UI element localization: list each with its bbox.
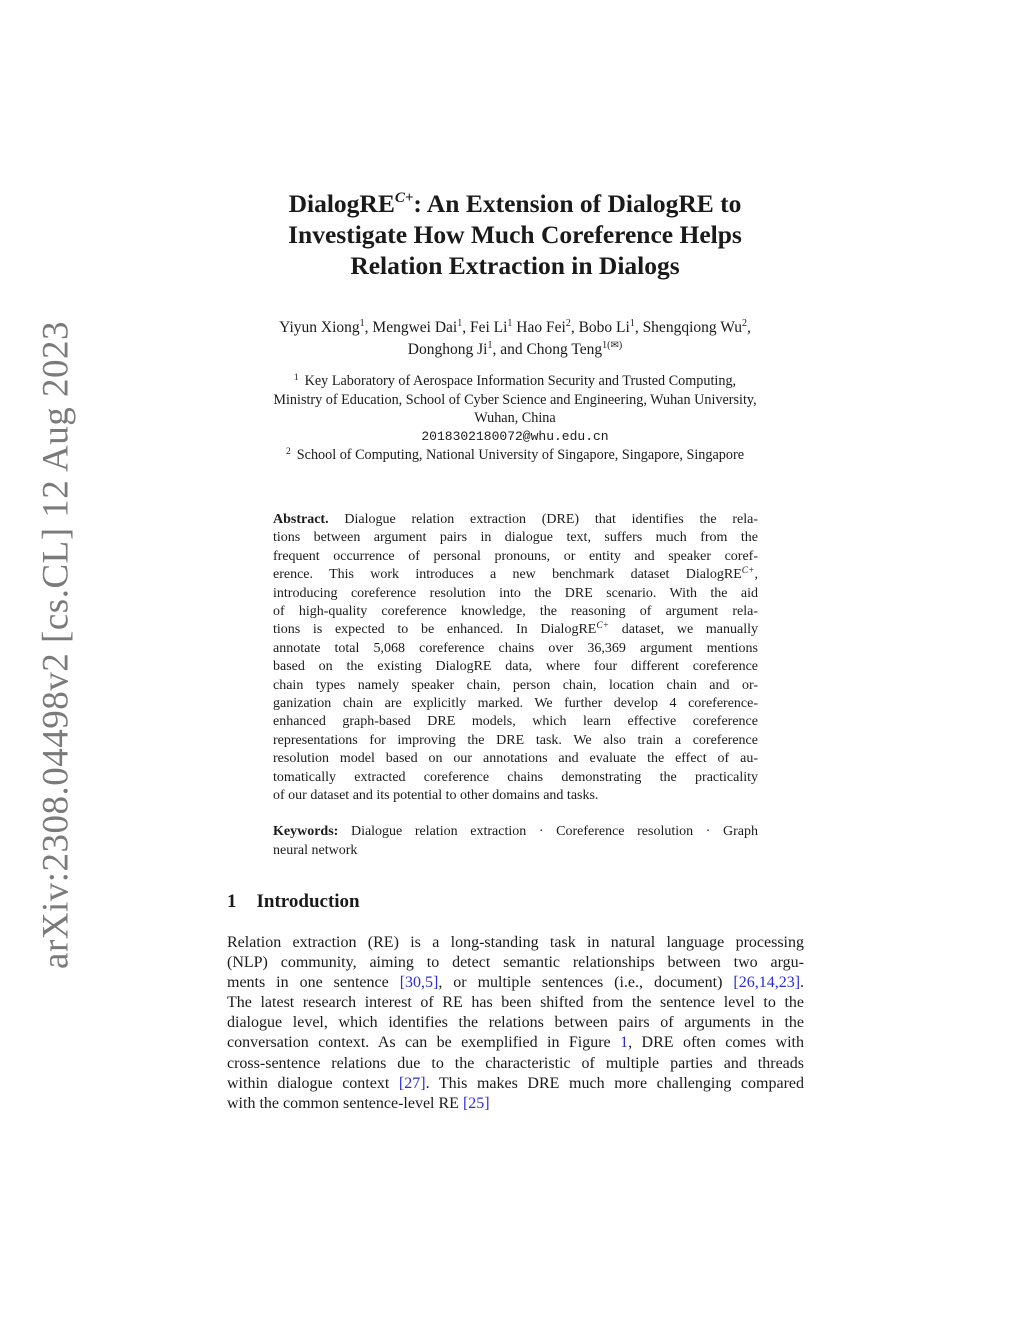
abstract-line: resolution model based on our annotations and evaluate the effect of au- <box>273 751 758 767</box>
abstract-line: representations for improving the DRE task. We also train a coreference <box>273 732 758 748</box>
abstract-label: Abstract. <box>273 512 329 527</box>
arxiv-identifier-stamp <box>26 321 86 969</box>
abstract-line: erence. This work introduces a new benchmark dataset DialogRE$^{C+}$, <box>273 566 758 583</box>
citation-link[interactable]: [25] <box>462 1094 490 1112</box>
abstract-line: tomatically extracted coreference chains demonstrating the practicality <box>273 769 758 785</box>
abstract-line: of high-quality coreference knowledge, the reasoning of argument rela- <box>273 604 758 620</box>
affiliation-line: Wuhan, China <box>474 410 556 427</box>
section-title: Introduction <box>256 891 360 912</box>
abstract-line: enhanced graph-based DRE models, which learn effective coreference <box>273 714 758 730</box>
citation-link[interactable]: [30,5] <box>399 974 439 992</box>
title-line-1: DialogRE$^{C+}$: An Extension of DialogRE to <box>288 189 742 218</box>
abstract-line: tions between argument pairs in dialogue text, suffers much from the <box>273 530 758 546</box>
affiliations <box>200 372 830 465</box>
abstract-line: frequent occurrence of personal pronouns, or entity and speaker coref- <box>273 548 758 564</box>
abstract-line: ganization chain are explicitly marked. We further develop 4 coreference- <box>273 696 758 712</box>
title-line-3: Relation Extraction in Dialogs <box>350 251 680 280</box>
affiliation-line: Ministry of Education, School of Cyber Science and Engineering, Wuhan University, <box>273 391 757 408</box>
citation-link[interactable]: [26,14,23] <box>733 974 801 992</box>
abstract <box>273 511 758 806</box>
author-line-2: Donghong Ji$^1$, and Chong Teng$^{1(✉)}$ <box>407 340 623 358</box>
abstract-line: annotate total 5,068 coreference chains over 36,369 argument mentions <box>273 640 758 656</box>
affiliation-line: $^2$ School of Computing, National University of Singapore, Singapore, Singapore <box>286 447 744 464</box>
abstract-line: of our dataset and its potential to other domains and tasks. <box>273 788 599 804</box>
author-email[interactable]: 2018302180072@whu.edu.cn <box>421 428 609 444</box>
body-line: ments in one sentence [30,5], or multiple sentences (i.e., document) [26,14,23]. <box>227 974 805 992</box>
body-line: with the common sentence-level RE [25] <box>227 1094 490 1112</box>
author-list <box>200 317 830 361</box>
paper-title <box>215 188 815 281</box>
title-line-2: Investigate How Much Coreference Helps <box>288 220 742 249</box>
body-line: (NLP) community, aiming to detect semantic relationships between two argu- <box>227 954 804 972</box>
body-line: conversation context. As can be exemplified in Figure 1, DRE often comes with <box>227 1034 804 1052</box>
body-line: The latest research interest of RE has been shifted from the sentence level to the <box>227 994 804 1012</box>
title-superscript: C+ <box>394 190 414 206</box>
figure-reference-link[interactable]: 1 <box>620 1034 629 1052</box>
abstract-line: based on the existing DialogRE data, where four different coreference <box>273 659 758 675</box>
arxiv-identifier-text: arXiv:2308.04498v2 [cs.CL] 12 Aug 2023 <box>35 321 77 969</box>
citation-link[interactable]: [27] <box>398 1074 426 1092</box>
keywords-line: neural network <box>273 843 358 858</box>
introduction-body <box>227 933 804 1114</box>
body-line: cross-sentence relations due to the characteristic of multiple parties and threads <box>227 1054 804 1072</box>
abstract-line: chain types namely speaker chain, person chain, location chain and or- <box>273 677 758 693</box>
keywords-label: Keywords: <box>273 824 339 839</box>
affiliation-line: $^1$ Key Laboratory of Aerospace Information Security and Trusted Computing, <box>293 373 737 389</box>
body-line: within dialogue context [27]. This makes DRE much more challenging compared <box>227 1074 804 1092</box>
abstract-line: tions is expected to be enhanced. In DialogRE$^{C+}$ dataset, we manually <box>273 621 758 638</box>
section-heading-introduction <box>227 891 360 913</box>
keywords <box>273 822 758 860</box>
keywords-line: Keywords: Dialogue relation extraction · Coreference resolution · Graph <box>273 824 759 839</box>
author-line-1: Yiyun Xiong$^1$, Mengwei Dai$^1$, Fei Li$^1$ Hao Fei$^2$, Bobo Li$^1$, Shengqiong Wu$^2$, <box>279 318 751 336</box>
abstract-line: Abstract. Dialogue relation extraction (DRE) that identifies the rela- <box>273 512 758 527</box>
section-number: 1 <box>227 891 237 912</box>
abstract-line: introducing coreference resolution into the DRE scenario. With the aid <box>273 585 758 601</box>
corresponding-author-mark: 1(✉) <box>602 340 623 351</box>
body-line: Relation extraction (RE) is a long-standing task in natural language processing <box>227 934 804 951</box>
body-line: dialogue level, which identifies the relations between pairs of arguments in the <box>227 1014 804 1032</box>
